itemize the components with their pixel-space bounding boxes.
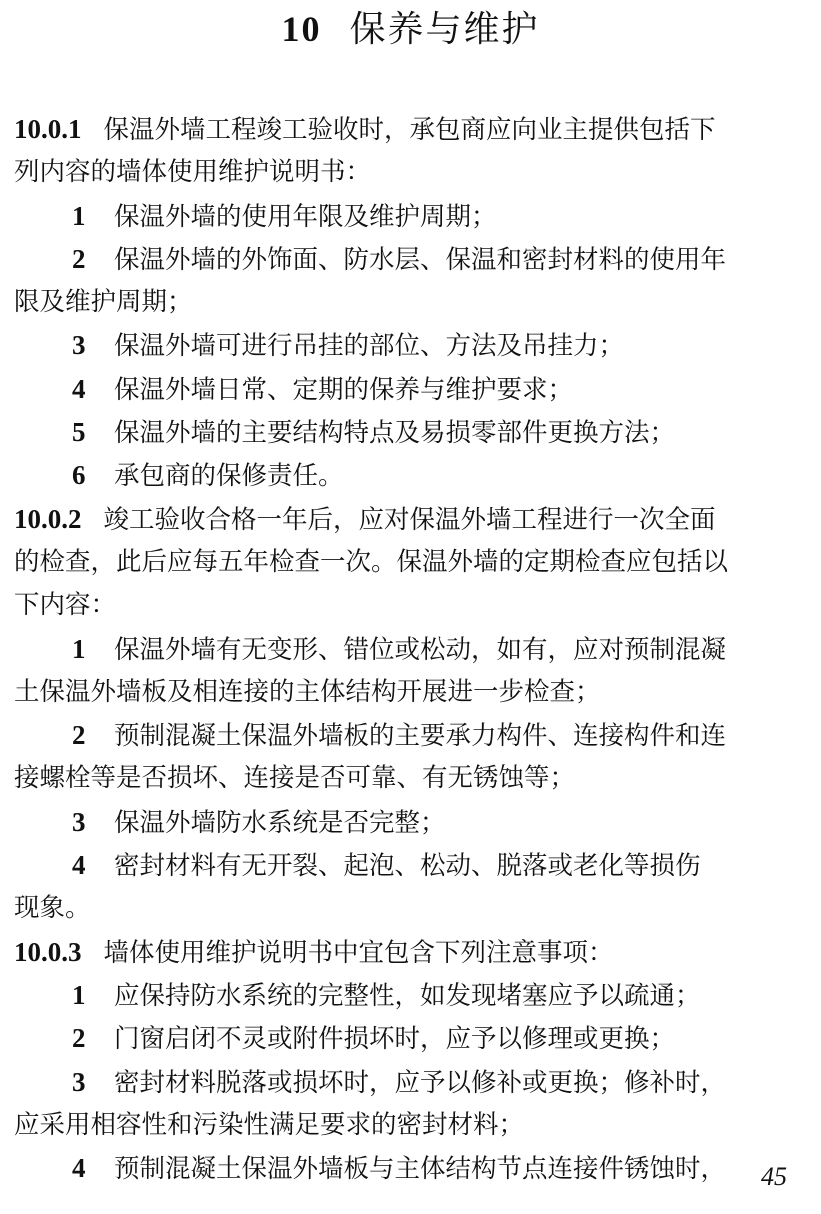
clause-number: 10.0.3 bbox=[14, 936, 82, 967]
item-number: 2 bbox=[72, 720, 86, 751]
line-text: 预制混凝土保温外墙板的主要承力构件、连接构件和连 bbox=[114, 721, 727, 752]
line-text: 预制混凝土保温外墙板与主体结构节点连接件锈蚀时， bbox=[114, 1154, 727, 1185]
line-text: 保温外墙可进行吊挂的部位、方法及吊挂力； bbox=[114, 331, 625, 362]
clause-number: 10.0.2 bbox=[14, 503, 82, 534]
line-text: 土保温外墙板及相连接的主体结构开展进一步检查； bbox=[14, 676, 601, 707]
text-line bbox=[14, 584, 809, 627]
list-item-line bbox=[14, 454, 809, 497]
line-text: 承包商的保修责任。 bbox=[114, 461, 344, 492]
text-line bbox=[14, 887, 809, 930]
line-text: 保温外墙日常、定期的保养与维护要求； bbox=[114, 374, 574, 405]
text-line bbox=[14, 671, 809, 714]
item-number: 1 bbox=[72, 633, 86, 664]
list-item-line bbox=[14, 195, 809, 238]
item-number: 2 bbox=[72, 1023, 86, 1054]
line-text: 保温外墙的使用年限及维护周期； bbox=[114, 201, 497, 232]
item-number: 4 bbox=[72, 1153, 86, 1184]
chapter-title-text: 保养与维护 bbox=[349, 9, 540, 50]
text-line bbox=[14, 541, 809, 584]
line-text: 墙体使用维护说明书中宜包含下列注意事项： bbox=[103, 937, 614, 968]
line-text: 门窗启闭不灵或附件损坏时，应予以修理或更换； bbox=[114, 1024, 676, 1055]
item-number: 3 bbox=[72, 1066, 86, 1097]
line-text: 保温外墙防水系统是否完整； bbox=[114, 807, 446, 838]
list-item-line bbox=[14, 1017, 809, 1060]
line-text: 竣工验收合格一年后，应对保温外墙工程进行一次全面 bbox=[103, 504, 716, 535]
item-number: 1 bbox=[72, 979, 86, 1010]
clause-line bbox=[14, 108, 809, 151]
item-number: 4 bbox=[72, 373, 86, 404]
line-text: 接螺栓等是否损坏、连接是否可靠、有无锈蚀等； bbox=[14, 763, 576, 794]
line-text: 应采用相容性和污染性满足要求的密封材料； bbox=[14, 1109, 525, 1140]
item-number: 3 bbox=[72, 806, 86, 837]
clause-line bbox=[14, 931, 809, 974]
list-item-line bbox=[14, 324, 809, 367]
list-item-line bbox=[14, 801, 809, 844]
list-item-line bbox=[14, 628, 809, 671]
list-item-line bbox=[14, 238, 809, 281]
item-number: 1 bbox=[72, 200, 86, 231]
list-item-line bbox=[14, 714, 809, 757]
page-number: 45 bbox=[761, 1162, 787, 1191]
text-line bbox=[14, 151, 809, 194]
line-text: 限及维护周期； bbox=[14, 287, 193, 318]
item-number: 3 bbox=[72, 330, 86, 361]
item-number: 2 bbox=[72, 243, 86, 274]
line-text: 保温外墙的主要结构特点及易损零部件更换方法； bbox=[114, 418, 676, 449]
text-line bbox=[14, 1104, 809, 1147]
list-item-line bbox=[14, 844, 809, 887]
text-line bbox=[14, 281, 809, 324]
list-item-line bbox=[14, 974, 809, 1017]
text-line bbox=[14, 757, 809, 800]
line-text: 密封材料脱落或损坏时，应予以修补或更换；修补时， bbox=[114, 1067, 727, 1098]
list-item-line bbox=[14, 1061, 809, 1104]
line-text: 列内容的墙体使用维护说明书： bbox=[14, 157, 372, 188]
line-text: 应保持防水系统的完整性，如发现堵塞应予以疏通； bbox=[114, 980, 701, 1011]
line-text: 密封材料有无开裂、起泡、松动、脱落或老化等损伤 bbox=[114, 851, 701, 882]
list-item-line bbox=[14, 368, 809, 411]
chapter-title bbox=[0, 4, 821, 55]
line-text: 的检查，此后应每五年检查一次。保温外墙的定期检查应包括以 bbox=[14, 546, 729, 577]
item-number: 4 bbox=[72, 850, 86, 881]
clause-number: 10.0.1 bbox=[14, 114, 82, 144]
item-number: 5 bbox=[72, 417, 86, 448]
item-number: 6 bbox=[72, 460, 86, 491]
document-body bbox=[14, 108, 809, 1190]
line-text: 现象。 bbox=[14, 893, 91, 924]
chapter-number: 10 bbox=[281, 9, 322, 49]
line-text: 下内容： bbox=[14, 590, 117, 621]
clause-line bbox=[14, 498, 809, 541]
line-text: 保温外墙工程竣工验收时，承包商应向业主提供包括下 bbox=[103, 115, 716, 145]
list-item-line bbox=[14, 411, 809, 454]
line-text: 保温外墙的外饰面、防水层、保温和密封材料的使用年 bbox=[114, 244, 727, 275]
list-item-line bbox=[14, 1147, 809, 1190]
line-text: 保温外墙有无变形、错位或松动，如有，应对预制混凝 bbox=[114, 634, 727, 665]
